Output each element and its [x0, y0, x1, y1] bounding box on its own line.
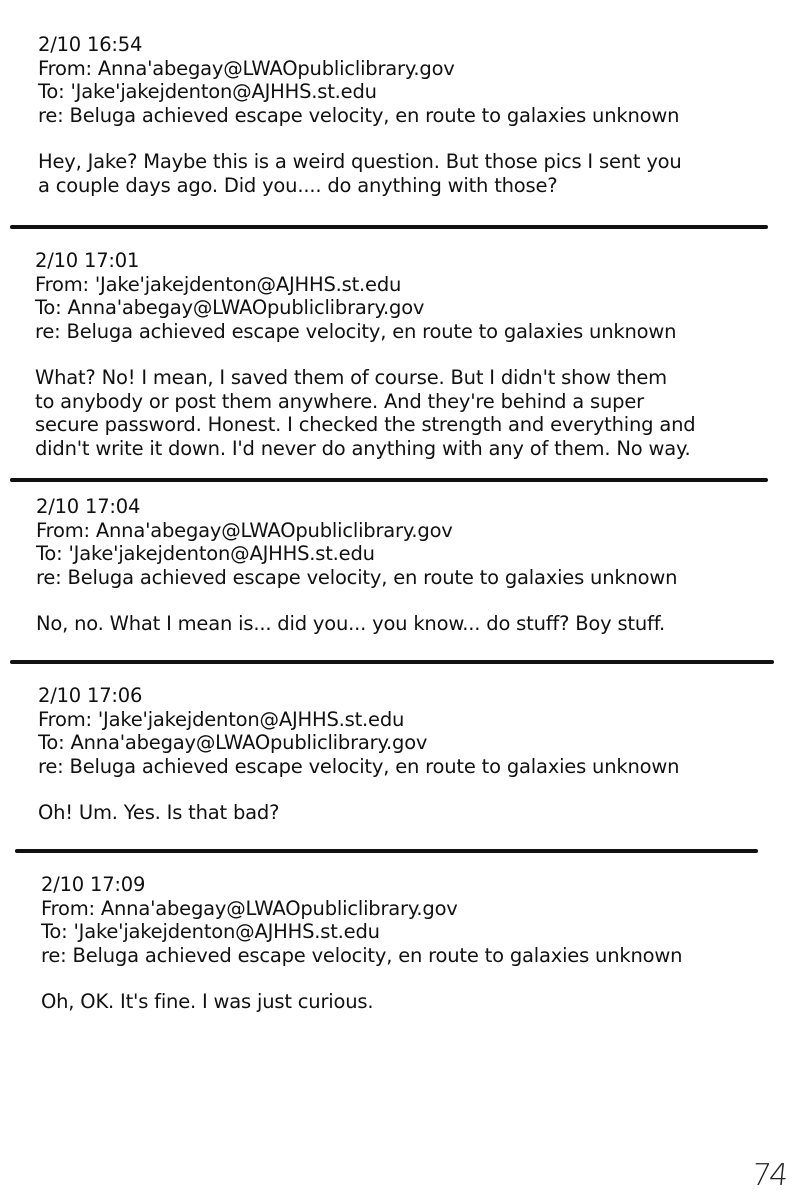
- email-body: [38, 801, 679, 825]
- email-body: [35, 366, 695, 460]
- email-body-line: What? No! I mean, I saved them of course. But I didn't show them: [35, 366, 667, 389]
- email-subject: re: Beluga achieved escape velocity, en route to galaxies unknown: [35, 319, 677, 343]
- email-to: To: 'Jake'jakejdenton@AJHHS.st.edu: [38, 80, 377, 103]
- email-body-line: secure password. Honest. I checked the strength and everything and: [35, 413, 696, 436]
- email-timestamp: 2/10 17:01: [35, 249, 140, 272]
- email-timestamp: 2/10 17:04: [36, 495, 141, 518]
- email-timestamp: 2/10 16:54: [38, 33, 143, 56]
- page-number: 74: [750, 1158, 789, 1193]
- email-to: To: Anna'abegay@LWAOpubliclibrary.gov: [35, 296, 425, 319]
- email-to: To: 'Jake'jakejdenton@AJHHS.st.edu: [41, 920, 380, 943]
- email-timestamp: 2/10 17:06: [38, 684, 143, 707]
- email-body-line: No, no. What I mean is... did you... you know... do stuff? Boy stuff.: [36, 612, 665, 635]
- email-timestamp: 2/10 17:09: [41, 873, 146, 896]
- message-divider: [10, 478, 768, 482]
- message-divider: [15, 849, 758, 853]
- email-to: To: 'Jake'jakejdenton@AJHHS.st.edu: [36, 542, 375, 565]
- email-body-line: Oh! Um. Yes. Is that bad?: [38, 801, 280, 824]
- email-subject: re: Beluga achieved escape velocity, en route to galaxies unknown: [36, 565, 678, 589]
- message-divider: [10, 225, 768, 229]
- email-body-line: a couple days ago. Did you.... do anything with those?: [38, 173, 558, 197]
- email-from: From: Anna'abegay@LWAOpubliclibrary.gov: [38, 56, 455, 80]
- email-from: From: 'Jake'jakejdenton@AJHHS.st.edu: [35, 272, 402, 296]
- email-body-line: didn't write it down. I'd never do anything with any of them. No way.: [35, 436, 691, 460]
- email-body-line: Hey, Jake? Maybe this is a weird question. But those pics I sent you: [38, 150, 682, 173]
- email-from: From: 'Jake'jakejdenton@AJHHS.st.edu: [38, 707, 405, 731]
- email-body: [41, 990, 682, 1014]
- email-body: [38, 150, 682, 197]
- email-body-line: to anybody or post them anywhere. And they're behind a super: [35, 389, 644, 413]
- email-message-5: [41, 873, 682, 1014]
- email-from: From: Anna'abegay@LWAOpubliclibrary.gov: [41, 896, 458, 920]
- email-to: To: Anna'abegay@LWAOpubliclibrary.gov: [38, 731, 428, 754]
- email-body-line: Oh, OK. It's fine. I was just curious.: [41, 990, 374, 1013]
- email-message-3: [36, 495, 677, 636]
- email-message-4: [38, 684, 679, 825]
- email-subject: re: Beluga achieved escape velocity, en route to galaxies unknown: [38, 103, 680, 127]
- email-message-2: [35, 249, 695, 460]
- email-subject: re: Beluga achieved escape velocity, en route to galaxies unknown: [41, 943, 683, 967]
- email-subject: re: Beluga achieved escape velocity, en route to galaxies unknown: [38, 754, 680, 778]
- email-message-1: [38, 33, 682, 197]
- message-divider: [10, 660, 774, 664]
- email-body: [36, 612, 677, 636]
- email-from: From: Anna'abegay@LWAOpubliclibrary.gov: [36, 518, 453, 542]
